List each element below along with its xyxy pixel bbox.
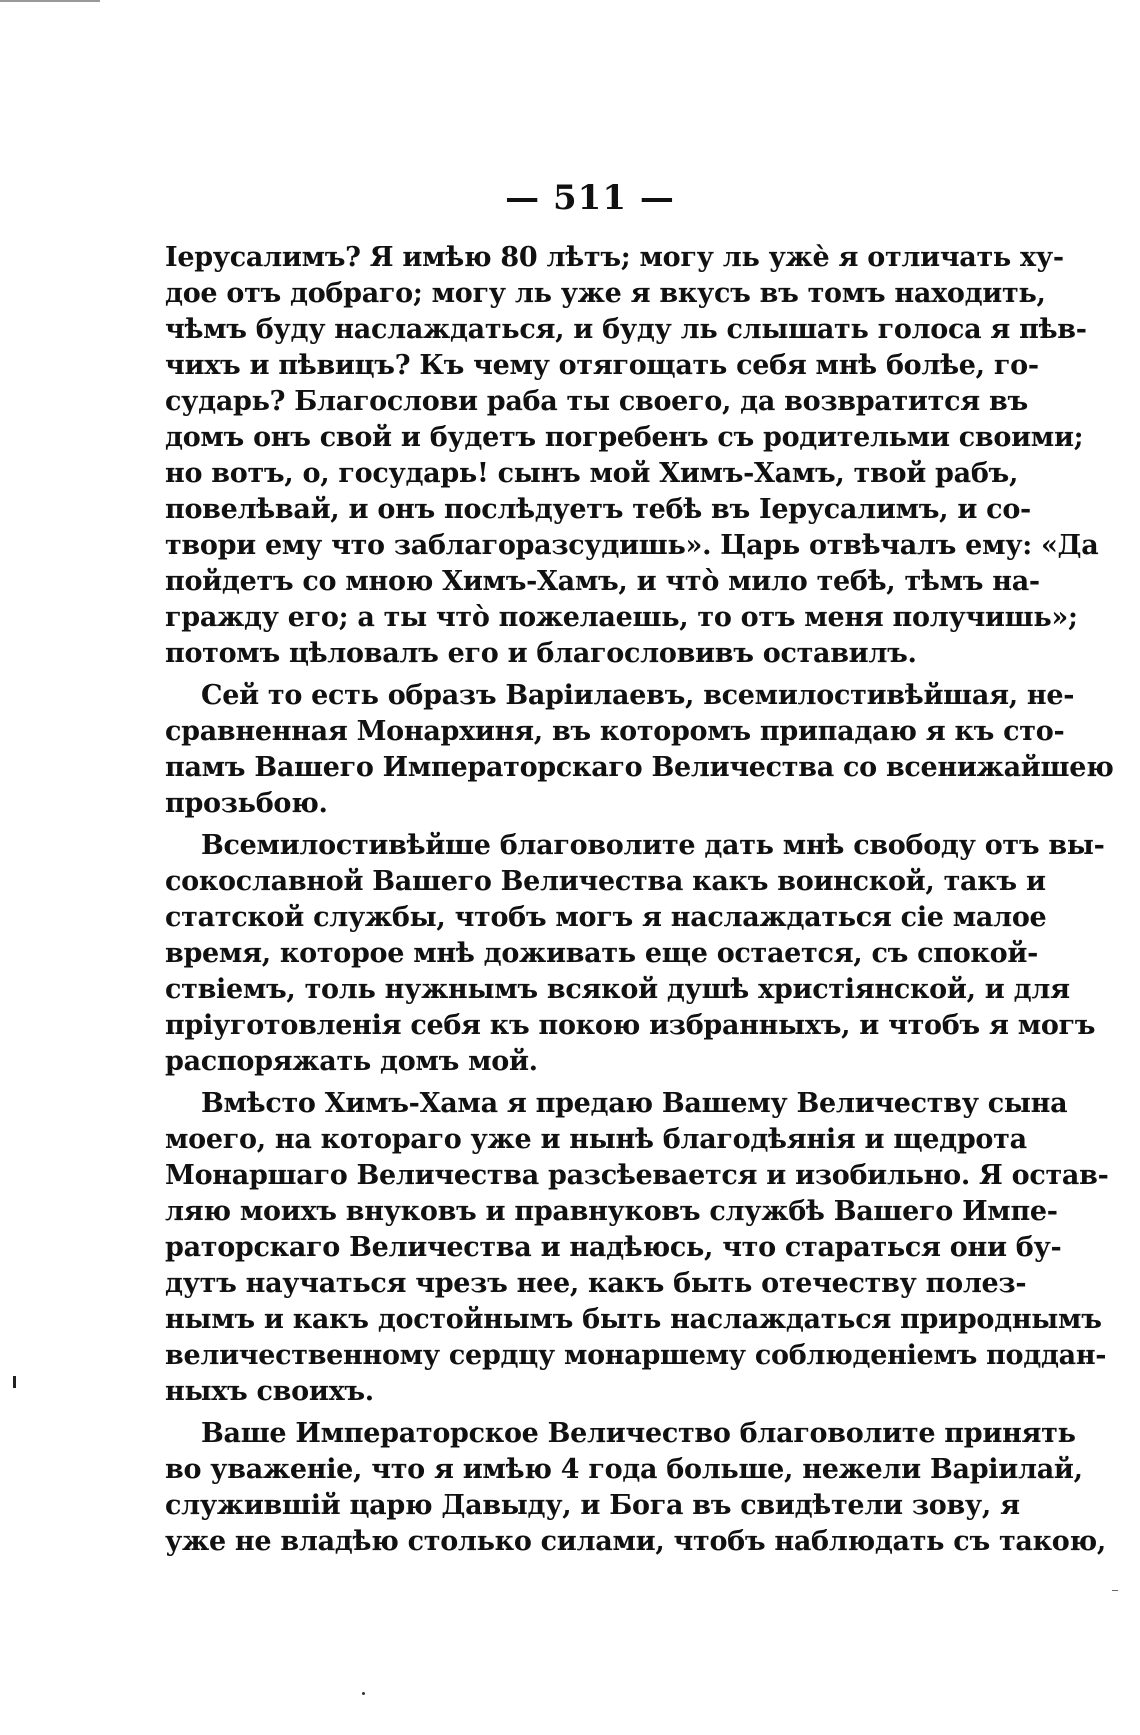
scan-speck — [362, 1692, 365, 1695]
text-line: пріуготовленія себя къ покою избранныхъ, и чтобъ я могъ — [165, 1010, 1096, 1041]
text-line: распоряжать домъ мой. — [165, 1046, 538, 1077]
text-line: раторскаго Величества и надѣюсь, что стараться они бу- — [165, 1232, 1062, 1263]
margin-mark — [13, 1376, 16, 1388]
paragraph — [165, 1416, 1106, 1560]
text-line: Ваше Императорское Величество благоволите принять — [201, 1418, 1076, 1449]
paragraph — [165, 828, 1105, 1080]
text-line: повелѣвай, и онъ послѣдуетъ тебѣ въ Іерусалимъ, и со- — [165, 494, 1031, 525]
text-line: нымъ и какъ достойнымъ быть наслаждаться природнымъ — [165, 1304, 1102, 1335]
text-line: домъ онъ свой и будетъ погребенъ съ родительми своими; — [165, 422, 1084, 453]
text-line: гражду его; а ты что̀ пожелаешь, то отъ меня получишь»; — [165, 602, 1078, 633]
text-line: служившій царю Давыду, и Бога въ свидѣтели зову, я — [165, 1490, 1020, 1521]
text-line: прозьбою. — [165, 788, 328, 819]
text-line: ствіемъ, толь нужнымъ всякой душѣ христіянской, и для — [165, 974, 1070, 1005]
page-number: — 511 — — [505, 178, 675, 218]
text-line: Сей то есть образъ Варіилаевъ, всемилостивѣйшая, не- — [201, 680, 1075, 711]
text-line: во уваженіе, что я имѣю 4 года больше, нежели Варіилай, — [165, 1454, 1083, 1485]
text-line: чѣмъ буду наслаждаться, и буду ль слышать голоса я пѣв- — [165, 314, 1087, 345]
text-line: сравненная Монархиня, въ которомъ припадаю я къ сто- — [165, 716, 1065, 747]
text-line: время, которое мнѣ доживать еще остается, съ спокой- — [165, 938, 1038, 969]
text-line: дутъ научаться чрезъ нее, какъ быть отечеству полез- — [165, 1268, 1027, 1299]
body-text — [165, 240, 1114, 1560]
text-line: памъ Вашего Императорскаго Величества со всенижайшею — [165, 752, 1114, 783]
text-line: дое отъ добраго; могу ль уже я вкусъ въ томъ находить, — [165, 278, 1046, 309]
text-line: твори ему что заблагоразсудишь». Царь отвѣчалъ ему: «Да — [165, 530, 1099, 561]
text-line: чихъ и пѣвицъ? Къ чему отягощать себя мнѣ болѣе, го- — [165, 350, 1039, 381]
text-line: ныхъ своихъ. — [165, 1376, 374, 1407]
text-line: уже не владѣю столько силами, чтобъ наблюдать съ такою, — [165, 1526, 1106, 1557]
paragraph — [165, 1086, 1109, 1410]
text-line: потомъ цѣловалъ его и благословивъ оставилъ. — [165, 638, 917, 669]
text-line: но вотъ, о, государь! сынъ мой Химъ-Хамъ, твой рабъ, — [165, 458, 1019, 489]
text-line: Монаршаго Величества разсѣевается и изобильно. Я остав- — [165, 1160, 1109, 1191]
text-line: моего, на котораго уже и нынѣ благодѣянія и щедрота — [165, 1124, 1027, 1155]
text-line: статской службы, чтобъ могъ я наслаждаться сіе малое — [165, 902, 1047, 933]
scan-edge-mark — [0, 0, 100, 2]
text-line: сударь? Благослови раба ты своего, да возвратится въ — [165, 386, 1028, 417]
text-line: величественному сердцу монаршему соблюденіемъ поддан- — [165, 1340, 1107, 1371]
text-line: сокославной Вашего Величества какъ воинской, такъ и — [165, 866, 1046, 897]
text-line: Іерусалимъ? Я имѣю 80 лѣтъ; могу ль ужѐ я отличать ху- — [165, 242, 1064, 273]
scan-speck — [1112, 1590, 1118, 1591]
paragraph — [165, 678, 1114, 822]
text-line: Всемилостивѣйше благоволите дать мнѣ свободу отъ вы- — [201, 830, 1105, 861]
text-line: Вмѣсто Химъ-Хама я предаю Вашему Величеству сына — [201, 1088, 1068, 1119]
paragraph — [165, 240, 1099, 672]
text-line: пойдетъ со мною Химъ-Хамъ, и что̀ мило тебѣ, тѣмъ на- — [165, 566, 1040, 597]
text-line: ляю моихъ внуковъ и правнуковъ службѣ Вашего Импе- — [165, 1196, 1058, 1227]
